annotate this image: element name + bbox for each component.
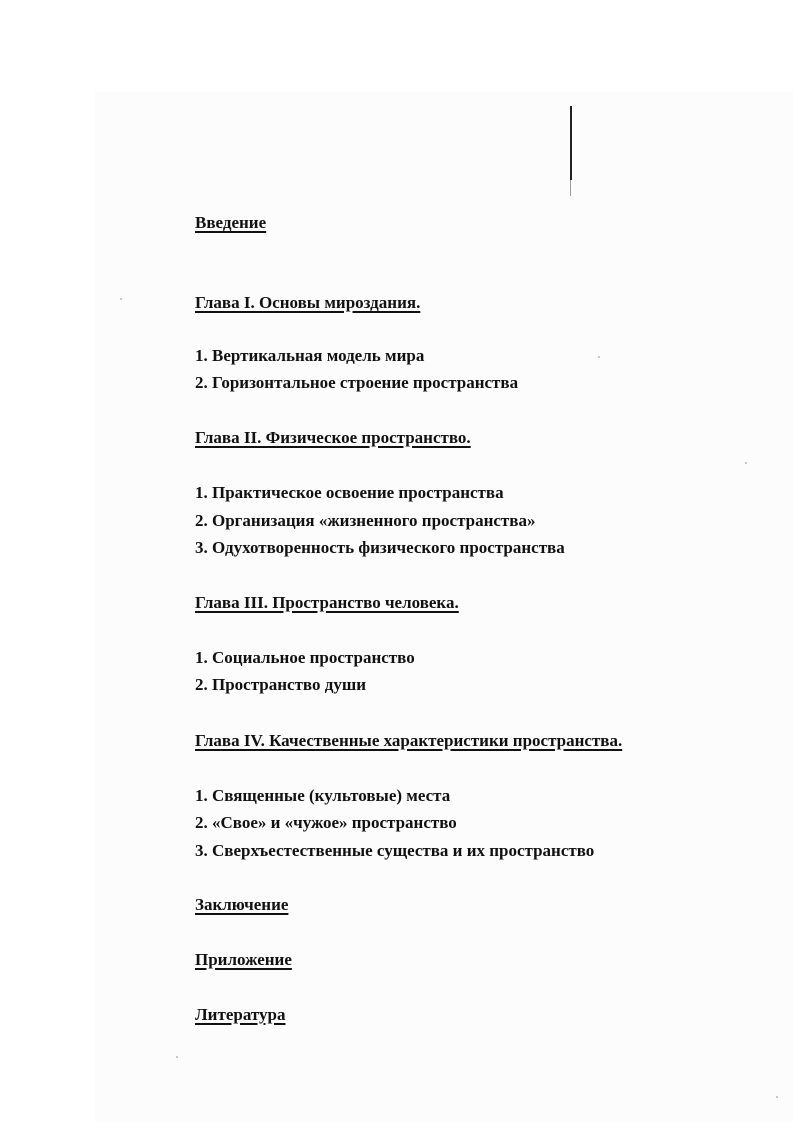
chapter-4-title: Глава IV. Качественные характеристики пространства. (195, 731, 623, 750)
chapter-2-item-2: 2. Организация «жизненного пространства» (195, 511, 536, 530)
chapter-1-item-1: 1. Вертикальная модель мира (195, 346, 425, 365)
scan-speck (120, 298, 122, 300)
table-of-contents (195, 0, 755, 1122)
chapter-4-item-1: 1. Священные (культовые) места (195, 786, 451, 805)
chapter-1-item-2: 2. Горизонтальное строение пространства (195, 373, 519, 392)
toc-conclusion: Заключение (195, 895, 289, 914)
chapter-4-item-3: 3. Сверхъестественные существа и их пространство (195, 841, 595, 860)
chapter-4-item-2: 2. «Свое» и «чужое» пространство (195, 813, 457, 832)
toc-appendix: Приложение (195, 950, 292, 969)
chapter-2-title: Глава II. Физическое пространство. (195, 428, 471, 447)
chapter-3-title: Глава III. Пространство человека. (195, 593, 459, 612)
scan-speck (176, 1056, 178, 1058)
chapter-2-item-1: 1. Практическое освоение пространства (195, 483, 504, 502)
chapter-1-title: Глава I. Основы мироздания. (195, 293, 421, 312)
scan-speck (776, 1096, 778, 1098)
chapter-3-item-1: 1. Социальное пространство (195, 648, 415, 667)
toc-intro: Введение (195, 213, 267, 232)
toc-literature: Литература (195, 1005, 286, 1024)
chapter-3-item-2: 2. Пространство души (195, 675, 366, 694)
chapter-2-item-3: 3. Одухотворенность физического пространства (195, 538, 565, 557)
